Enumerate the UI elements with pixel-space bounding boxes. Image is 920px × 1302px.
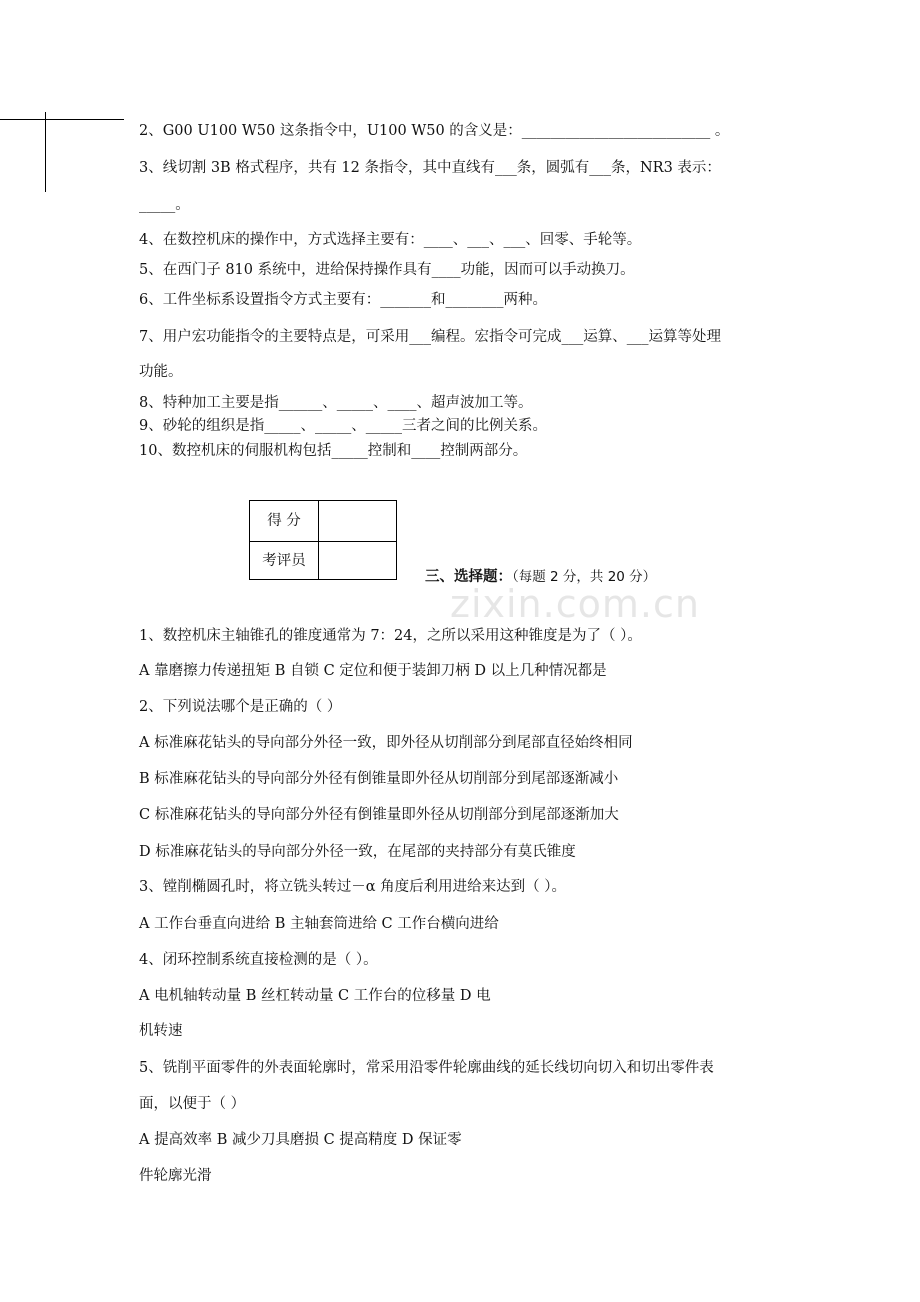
section-note: （每题 2 分，共 20 分） xyxy=(512,569,657,585)
choice-1-options: A 靠磨擦力传递扭矩 B 自锁 C 定位和便于装卸刀柄 D 以上几种情况都是 xyxy=(139,663,607,679)
choice-5-options-continued: 件轮廓光滑 xyxy=(139,1168,212,1184)
choice-5-options: A 提高效率 B 减少刀具磨损 C 提高精度 D 保证零 xyxy=(139,1132,462,1148)
question-5: 5、在西门子 810 系统中，进给保持操作具有____功能，因而可以手动换刀。 xyxy=(139,262,635,278)
question-3-continued: _____。 xyxy=(139,197,190,213)
margin-rule-horizontal xyxy=(0,119,124,120)
choice-2-option-b: B 标准麻花钻头的导向部分外径有倒锥量即外径从切削部分到尾部逐渐减小 xyxy=(139,771,619,787)
choice-2: 2、下列说法哪个是正确的（ ） xyxy=(139,699,342,715)
choice-1: 1、数控机床主轴锥孔的锥度通常为 7：24，之所以采用这种锥度是为了（ ）。 xyxy=(139,628,642,644)
choice-4: 4、闭环控制系统直接检测的是（ ）。 xyxy=(139,952,378,968)
question-10: 10、数控机床的伺服机构包括_____控制和____控制两部分。 xyxy=(139,443,528,459)
question-3: 3、线切割 3B 格式程序，共有 12 条指令，其中直线有___条，圆弧有___条，NR3 表示： xyxy=(139,160,721,176)
score-table xyxy=(249,500,397,580)
choice-5: 5、铣削平面零件的外表面轮廓时，常采用沿零件轮廓曲线的延长线切向切入和切出零件表 xyxy=(139,1060,714,1076)
section-title-text: 三、选择题： xyxy=(425,569,512,585)
score-label: 得 分 xyxy=(267,513,301,529)
choice-2-option-c: C 标准麻花钻头的导向部分外径有倒锥量即外径从切削部分到尾部逐渐加大 xyxy=(139,807,619,823)
question-7-continued: 功能。 xyxy=(139,364,183,380)
watermark: zixin.com.cn xyxy=(450,582,700,626)
question-9: 9、砂轮的组织是指_____、_____、_____三者之间的比例关系。 xyxy=(139,418,547,434)
choice-2-option-d: D 标准麻花钻头的导向部分外径一致，在尾部的夹持部分有莫氏锥度 xyxy=(139,844,576,860)
question-2: 2、G00 U100 W50 这条指令中，U100 W50 的含义是：__________________________ 。 xyxy=(139,123,730,139)
choice-2-option-a: A 标准麻花钻头的导向部分外径一致，即外径从切削部分到尾部直径始终相同 xyxy=(139,735,633,751)
grader-label: 考评员 xyxy=(262,553,306,569)
choice-4-continued: 机转速 xyxy=(139,1023,183,1039)
question-6: 6、工件坐标系设置指令方式主要有：_______和________两种。 xyxy=(139,292,547,308)
margin-rule-vertical xyxy=(45,112,46,192)
choice-5-continued: 面，以便于（ ） xyxy=(139,1096,246,1112)
choice-3-options: A 工作台垂直向进给 B 主轴套筒进给 C 工作台横向进给 xyxy=(139,916,499,932)
question-7: 7、用户宏功能指令的主要特点是，可采用___编程。宏指令可完成___运算、___运算等处理 xyxy=(139,329,721,345)
choice-3: 3、镗削椭圆孔时，将立铣头转过－α 角度后利用进给来达到（ ）。 xyxy=(139,879,566,895)
question-4: 4、在数控机床的操作中，方式选择主要有：____、___、___、回零、手轮等。 xyxy=(139,232,642,248)
choice-4-options: A 电机轴转动量 B 丝杠转动量 C 工作台的位移量 D 电 xyxy=(139,988,491,1004)
question-8: 8、特种加工主要是指______、_____、____、超声波加工等。 xyxy=(139,395,533,411)
table-divider xyxy=(318,501,319,579)
